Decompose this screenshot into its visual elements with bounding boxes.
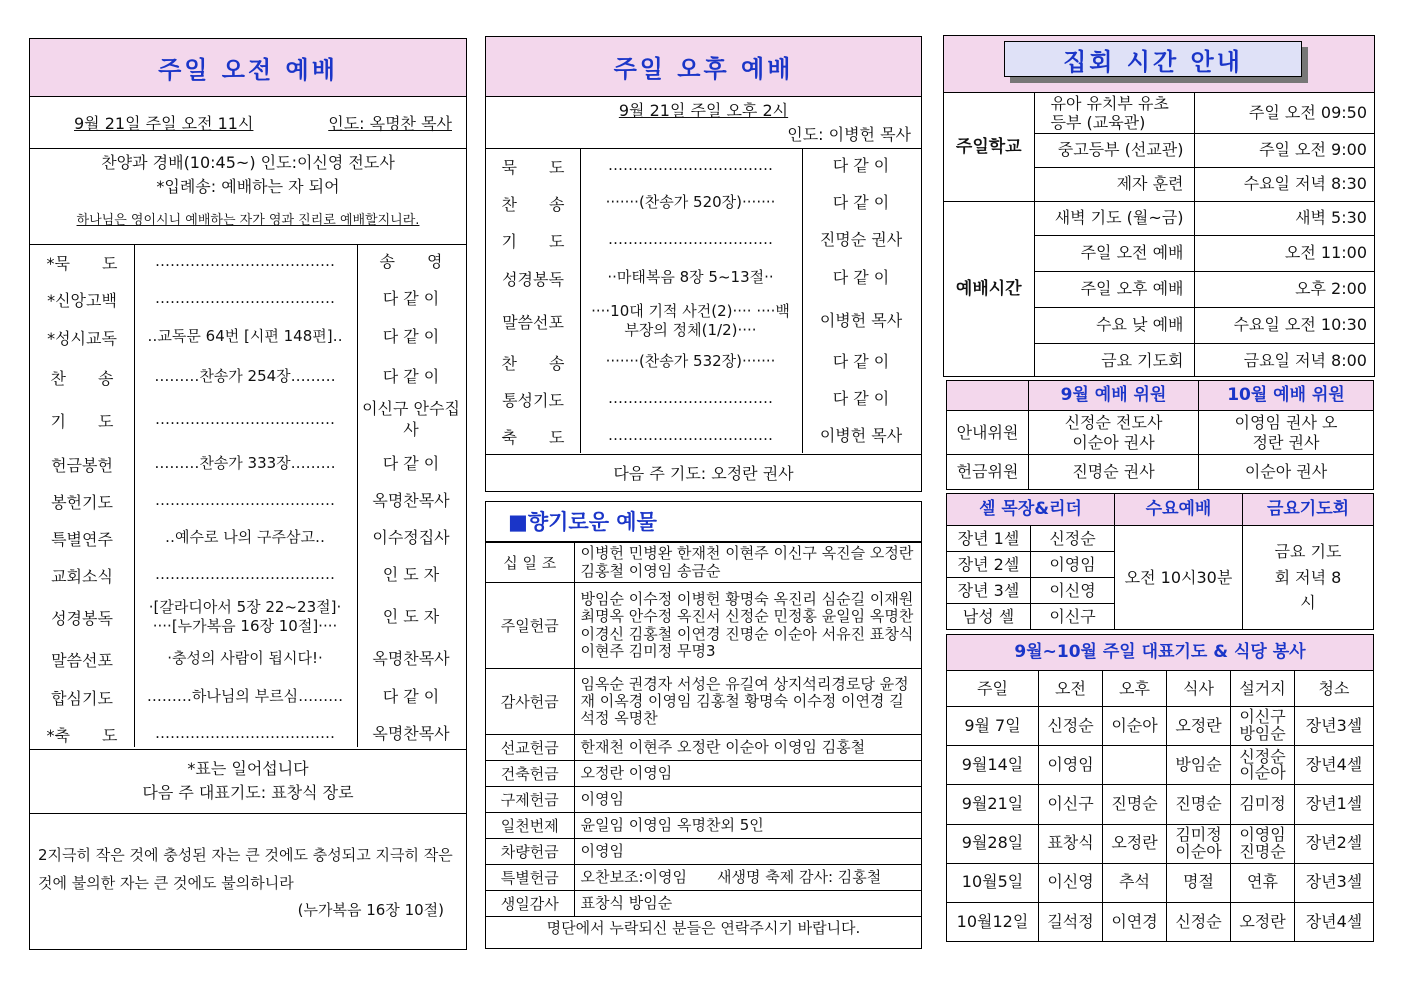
offering-row xyxy=(486,787,922,813)
offering-category: 감사헌금 xyxy=(486,669,574,735)
offering-category: 건축헌금 xyxy=(486,761,574,787)
offering-names: 윤일임 이영임 옥명찬외 5인 xyxy=(574,813,922,839)
duty-cell: 9월28일 xyxy=(947,824,1039,863)
morning-order-row xyxy=(30,483,466,519)
order-content: ……………………………… xyxy=(155,565,335,584)
order-item: 헌금봉헌 xyxy=(51,455,113,475)
offering-names: 방임순 이수정 이병헌 황명숙 옥진리 심순길 이재원 최명옥 안수정 옥진서 신정순 민정홍 윤일임 옥명찬 이경신 김홍철 이연경 진명순 이순아 서유진 표창식 이현주 김미정 무명3 xyxy=(574,583,922,669)
schedule-name: 주일 오전 예배 xyxy=(1034,235,1194,271)
morning-order-row xyxy=(30,318,466,356)
offering-names: 이영임 xyxy=(574,787,922,813)
stand-note: *표는 일어섭니다 xyxy=(187,759,309,778)
duty-cell: 오정란 xyxy=(1167,707,1231,746)
worship-time-label: 예배시간 xyxy=(944,201,1034,377)
duty-cell: 신정순 xyxy=(1039,707,1103,746)
order-person: 이병헌 목사 xyxy=(819,310,903,330)
offering-category: 일천번제 xyxy=(486,813,574,839)
order-content: …………………………… xyxy=(608,426,773,445)
duty-cell: 장년2셀 xyxy=(1295,824,1374,863)
schedule-row xyxy=(944,93,1375,133)
order-person: 이수정집사 xyxy=(372,527,450,547)
morning-order-row xyxy=(30,520,466,556)
bible-verse-ref: (누가복음 16장 10절) xyxy=(297,901,444,919)
morning-order-row xyxy=(30,557,466,593)
order-item: 합심기도 xyxy=(51,688,113,708)
order-item: 기 도 xyxy=(50,411,114,431)
duty-row xyxy=(947,863,1374,902)
afternoon-order-row xyxy=(486,297,921,345)
schedule-time: 새벽 5:30 xyxy=(1194,201,1375,235)
offering-category: 차량헌금 xyxy=(486,839,574,865)
cell-leader: 신정순 xyxy=(1031,526,1115,552)
order-item: *축 도 xyxy=(46,725,118,745)
morning-order-row xyxy=(30,281,466,317)
schedule-name: 새벽 기도 (월~금) xyxy=(1034,201,1194,235)
schedule-time: 오전 11:00 xyxy=(1194,235,1375,271)
duty-cell: 이영임 진명순 xyxy=(1231,824,1295,863)
order-content: ……………………………… xyxy=(155,289,335,308)
duty-header: 청소 xyxy=(1295,671,1374,707)
morning-order-row xyxy=(30,641,466,677)
order-person: 다 같 이 xyxy=(382,453,440,473)
schedule-name: 주일 오후 예배 xyxy=(1034,271,1194,307)
committee-head-oct: 10월 예배 위원 xyxy=(1199,381,1374,411)
cell-name: 장년 2셀 xyxy=(947,552,1031,578)
duty-cell: 김미정 이순아 xyxy=(1167,824,1231,863)
order-person: 인 도 자 xyxy=(382,606,440,626)
order-item: *묵 도 xyxy=(46,253,118,273)
cell-name: 남성 셀 xyxy=(947,604,1031,630)
order-content: ··마태복음 8장 5~13절·· xyxy=(607,268,774,287)
afternoon-date: 9월 21일 주일 오후 2시 xyxy=(618,101,789,120)
offering-row xyxy=(486,865,922,891)
order-content: ·······(찬송가 532장)······· xyxy=(605,352,776,371)
afternoon-order-row xyxy=(486,418,921,454)
duty-cell: 진명순 xyxy=(1167,785,1231,824)
order-item: 찬 송 xyxy=(50,368,114,388)
committee-oct: 이순아 권사 xyxy=(1199,455,1374,490)
duty-table xyxy=(946,634,1374,942)
offering-row xyxy=(486,839,922,865)
cell-wed-time: 오전 10시30분 xyxy=(1115,526,1243,630)
afternoon-order-row xyxy=(486,381,921,417)
offering-category: 주일헌금 xyxy=(486,583,574,669)
morning-order-row xyxy=(30,446,466,482)
offering-row xyxy=(486,543,922,583)
order-person: 옥명찬목사 xyxy=(372,490,450,510)
duty-cell: 이신영 xyxy=(1039,863,1103,902)
offering-panel xyxy=(485,501,922,949)
cell-name: 장년 1셀 xyxy=(947,526,1031,552)
duty-cell: 오정란 xyxy=(1231,902,1295,941)
duty-header: 주일 xyxy=(947,671,1039,707)
duty-row xyxy=(947,707,1374,746)
duty-header: 오전 xyxy=(1039,671,1103,707)
order-person: 다 같 이 xyxy=(832,155,890,175)
order-item: 찬 송 xyxy=(501,353,565,373)
duty-cell: 장년4셀 xyxy=(1295,902,1374,941)
offering-names: 한재천 이현주 오정란 이순아 이영임 김홍철 xyxy=(574,735,922,761)
afternoon-worship-title: 주일 오후 예배 xyxy=(486,37,921,97)
schedule-name: 제자 훈련 xyxy=(1034,167,1194,201)
order-person: 옥명찬목사 xyxy=(372,723,450,743)
duty-cell: 이신구 방임순 xyxy=(1231,707,1295,746)
afternoon-order-row xyxy=(486,148,921,184)
order-content: ……………………………… xyxy=(155,252,335,271)
duty-cell: 이연경 xyxy=(1103,902,1167,941)
schedule-name: 유아 유치부 유초등부 (교육관) xyxy=(1034,93,1194,133)
schedule-time: 주일 오전 9:00 xyxy=(1194,133,1375,167)
schedule-time: 수요일 오전 10:30 xyxy=(1194,307,1375,343)
duty-header: 설거지 xyxy=(1231,671,1295,707)
entrance-song: *입례송: 예배하는 자 되어 xyxy=(156,177,340,196)
order-item: 묵 도 xyxy=(501,157,565,177)
cell-head-wed: 수요예배 xyxy=(1115,494,1243,526)
duty-cell: 이신구 xyxy=(1039,785,1103,824)
order-content: ………찬송가 254장……… xyxy=(154,367,336,386)
offering-category: 십 일 조 xyxy=(486,543,574,583)
offering-row xyxy=(486,735,922,761)
offering-names: 표창식 방임순 xyxy=(574,891,922,917)
offering-footer: 명단에서 누락되신 분들은 연락주시기 바랍니다. xyxy=(546,919,861,937)
offering-names: 이병헌 민병완 한재천 이현주 이신구 옥진슬 오정란 김홍철 이영임 송금순 xyxy=(574,543,922,583)
afternoon-leader: 인도: 이병헌 목사 xyxy=(787,125,911,144)
order-item: 기 도 xyxy=(501,231,565,251)
offering-category: 선교헌금 xyxy=(486,735,574,761)
order-item: *신앙고백 xyxy=(47,290,117,310)
duty-row xyxy=(947,902,1374,941)
duty-cell: 이영임 xyxy=(1039,746,1103,785)
offering-names: 임옥순 권경자 서성은 유길여 상지석리경로당 윤정재 이옥경 이영임 김홍철 황명숙 이수정 이연경 길석정 옥명찬 xyxy=(574,669,922,735)
committee-oct: 이영임 권사 오정란 권사 xyxy=(1199,411,1374,455)
morning-date: 9월 21일 주일 오전 11시 xyxy=(74,114,254,133)
order-item: 통성기도 xyxy=(502,390,564,410)
schedule-time: 수요일 저녁 8:30 xyxy=(1194,167,1375,201)
morning-leader: 인도: 옥명찬 목사 xyxy=(328,114,452,133)
order-person: 다 같 이 xyxy=(832,267,890,287)
order-item: *성시교독 xyxy=(47,328,117,348)
offering-row xyxy=(486,583,922,669)
order-content: ·[갈라디아서 5장 22~23절]· ····[누가복음 16장 10절]···· xyxy=(148,597,342,635)
afternoon-order-row xyxy=(486,344,921,380)
offering-category: 특별헌금 xyxy=(486,865,574,891)
duty-cell: 이순아 xyxy=(1103,707,1167,746)
order-content: ·충성의 사람이 됩시다!· xyxy=(167,649,323,668)
committee-head-sep: 9월 예배 위원 xyxy=(1029,381,1199,411)
duty-title: 9월~10월 주일 대표기도 & 식당 봉사 xyxy=(947,635,1374,671)
committee-role: 헌금위원 xyxy=(947,455,1029,490)
offering-category: 생일감사 xyxy=(486,891,574,917)
order-item: 성경봉독 xyxy=(502,269,564,289)
order-person: 다 같 이 xyxy=(832,351,890,371)
committee-row xyxy=(947,455,1374,490)
cell-leader: 이신영 xyxy=(1031,578,1115,604)
committee-sep: 진명순 권사 xyxy=(1029,455,1199,490)
order-content: ·······(찬송가 520장)······· xyxy=(605,193,776,212)
afternoon-order-row xyxy=(486,222,921,258)
order-item: 말씀선포 xyxy=(502,312,564,332)
cell-fri-time: 금요 기도회 저녁 8시 xyxy=(1243,526,1374,630)
order-person: 다 같 이 xyxy=(382,366,440,386)
order-person: 다 같 이 xyxy=(832,388,890,408)
morning-order-row xyxy=(30,397,466,443)
order-item: 찬 송 xyxy=(501,194,565,214)
offering-row xyxy=(486,813,922,839)
next-week-prayer: 다음 주 대표기도: 표창식 장로 xyxy=(142,783,354,802)
cell-head-leader: 셀 목장&리더 xyxy=(947,494,1115,526)
duty-cell: 추석 xyxy=(1103,863,1167,902)
cell-leader: 이영임 xyxy=(1031,552,1115,578)
duty-cell: 10월12일 xyxy=(947,902,1039,941)
morning-worship-panel xyxy=(29,38,467,950)
schedule-time: 오후 2:00 xyxy=(1194,271,1375,307)
schedule-panel xyxy=(943,35,1375,377)
committee-row xyxy=(947,411,1374,455)
offering-names: 오찬보조:이영임 새생명 축제 감사: 김홍철 xyxy=(574,865,922,891)
order-content: …………………………… xyxy=(608,389,773,408)
committee-sep: 신정순 전도사 이순아 권사 xyxy=(1029,411,1199,455)
duty-cell: 장년3셀 xyxy=(1295,707,1374,746)
schedule-inner-table xyxy=(944,93,1375,377)
order-person: 진명순 권사 xyxy=(819,229,903,249)
order-content: ……………………………… xyxy=(155,410,335,429)
order-content: …………………………… xyxy=(608,230,773,249)
duty-row xyxy=(947,785,1374,824)
praise-line: 찬양과 경배(10:45~) 인도:이신영 전도사 xyxy=(101,153,395,172)
duty-cell: 9월21일 xyxy=(947,785,1039,824)
duty-cell: 연휴 xyxy=(1231,863,1295,902)
duty-cell: 9월 7일 xyxy=(947,707,1039,746)
committee-table xyxy=(946,380,1374,490)
offering-names: 이영임 xyxy=(574,839,922,865)
cell-head-fri: 금요기도회 xyxy=(1243,494,1374,526)
duty-row xyxy=(947,746,1374,785)
order-person: 다 같 이 xyxy=(382,326,440,346)
order-person: 인 도 자 xyxy=(382,564,440,584)
schedule-time: 주일 오전 09:50 xyxy=(1194,93,1375,133)
order-content: ····10대 기적 사건(2)···· ····백부장의 정체(1/2)···· xyxy=(591,301,790,339)
order-content: ……………………………… xyxy=(155,491,335,510)
duty-cell: 오정란 xyxy=(1103,824,1167,863)
morning-order-row xyxy=(30,716,466,752)
order-content: ………찬송가 333장……… xyxy=(154,454,336,473)
duty-cell: 김미정 xyxy=(1231,785,1295,824)
offering-category: 구제헌금 xyxy=(486,787,574,813)
cell-row xyxy=(947,526,1374,552)
duty-cell xyxy=(1103,746,1167,785)
order-person: 다 같 이 xyxy=(832,192,890,212)
order-person: 이병헌 목사 xyxy=(819,425,903,445)
order-item: 봉헌기도 xyxy=(51,492,113,512)
offering-row xyxy=(486,669,922,735)
order-content: ……………………………… xyxy=(155,724,335,743)
schedule-row xyxy=(944,201,1375,235)
schedule-name: 금요 기도회 xyxy=(1034,343,1194,377)
order-item: 교회소식 xyxy=(51,566,113,586)
order-item: 축 도 xyxy=(501,427,565,447)
order-person: 이신구 안수집사 xyxy=(362,399,460,439)
duty-cell: 장년1셀 xyxy=(1295,785,1374,824)
sunday-school-label: 주일학교 xyxy=(944,93,1034,201)
schedule-table xyxy=(944,93,1374,377)
cell-table xyxy=(946,493,1374,630)
afternoon-order-row xyxy=(486,185,921,221)
duty-cell: 신정순 xyxy=(1167,902,1231,941)
duty-cell: 신정순 이순아 xyxy=(1231,746,1295,785)
duty-cell: 방임순 xyxy=(1167,746,1231,785)
duty-cell: 장년4셀 xyxy=(1295,746,1374,785)
bible-verse: 2지극히 작은 것에 충성된 자는 큰 것에도 충성되고 지극히 작은 것에 불의한 자는 큰 것에도 불의하니라 xyxy=(38,846,453,892)
cell-leader: 이신구 xyxy=(1031,604,1115,630)
duty-header: 식사 xyxy=(1167,671,1231,707)
duty-header: 오후 xyxy=(1103,671,1167,707)
offering-names: 오정란 이영임 xyxy=(574,761,922,787)
worship-motto: 하나님은 영이시니 예배하는 자가 영과 진리로 예배할지니라. xyxy=(76,213,420,228)
schedule-name: 중고등부 (선교관) xyxy=(1034,133,1194,167)
order-person: 다 같 이 xyxy=(382,288,440,308)
offering-title: ■향기로운 예물 xyxy=(486,502,921,542)
schedule-title: 집회 시간 안내 xyxy=(1004,41,1302,77)
duty-cell: 길석정 xyxy=(1039,902,1103,941)
order-item: 성경봉독 xyxy=(51,608,113,628)
afternoon-order-row xyxy=(486,260,921,296)
schedule-name: 수요 낮 예배 xyxy=(1034,307,1194,343)
afternoon-worship-panel xyxy=(485,36,922,492)
morning-worship-title: 주일 오전 예배 xyxy=(30,39,466,97)
duty-cell: 장년3셀 xyxy=(1295,863,1374,902)
duty-header-row xyxy=(947,671,1374,707)
duty-cell: 명절 xyxy=(1167,863,1231,902)
offering-row xyxy=(486,891,922,917)
order-content: …………………………… xyxy=(608,156,773,175)
order-content: ‥교독문 64번 [시편 148편]‥ xyxy=(147,327,343,346)
order-item: 말씀선포 xyxy=(51,650,113,670)
morning-order-row xyxy=(30,679,466,715)
morning-order-row xyxy=(30,594,466,640)
order-person: 옥명찬목사 xyxy=(372,648,450,668)
order-person: 송 영 xyxy=(379,251,443,271)
offering-row xyxy=(486,761,922,787)
duty-cell: 9월14일 xyxy=(947,746,1039,785)
duty-cell: 10월5일 xyxy=(947,863,1039,902)
duty-row xyxy=(947,824,1374,863)
order-content: ………하나님의 부르심……… xyxy=(146,687,344,706)
order-content: ‥예수로 나의 구주삼고‥ xyxy=(165,528,325,547)
afternoon-next-prayer: 다음 주 기도: 오정란 권사 xyxy=(613,464,794,483)
morning-order-row xyxy=(30,244,466,280)
committee-role: 안내위원 xyxy=(947,411,1029,455)
order-item: 특별연주 xyxy=(51,529,113,549)
offering-table xyxy=(486,542,922,917)
order-person: 다 같 이 xyxy=(382,686,440,706)
schedule-time: 금요일 저녁 8:00 xyxy=(1194,343,1375,377)
duty-cell: 진명순 xyxy=(1103,785,1167,824)
duty-cell: 표창식 xyxy=(1039,824,1103,863)
morning-order-row xyxy=(30,358,466,396)
cell-name: 장년 3셀 xyxy=(947,578,1031,604)
